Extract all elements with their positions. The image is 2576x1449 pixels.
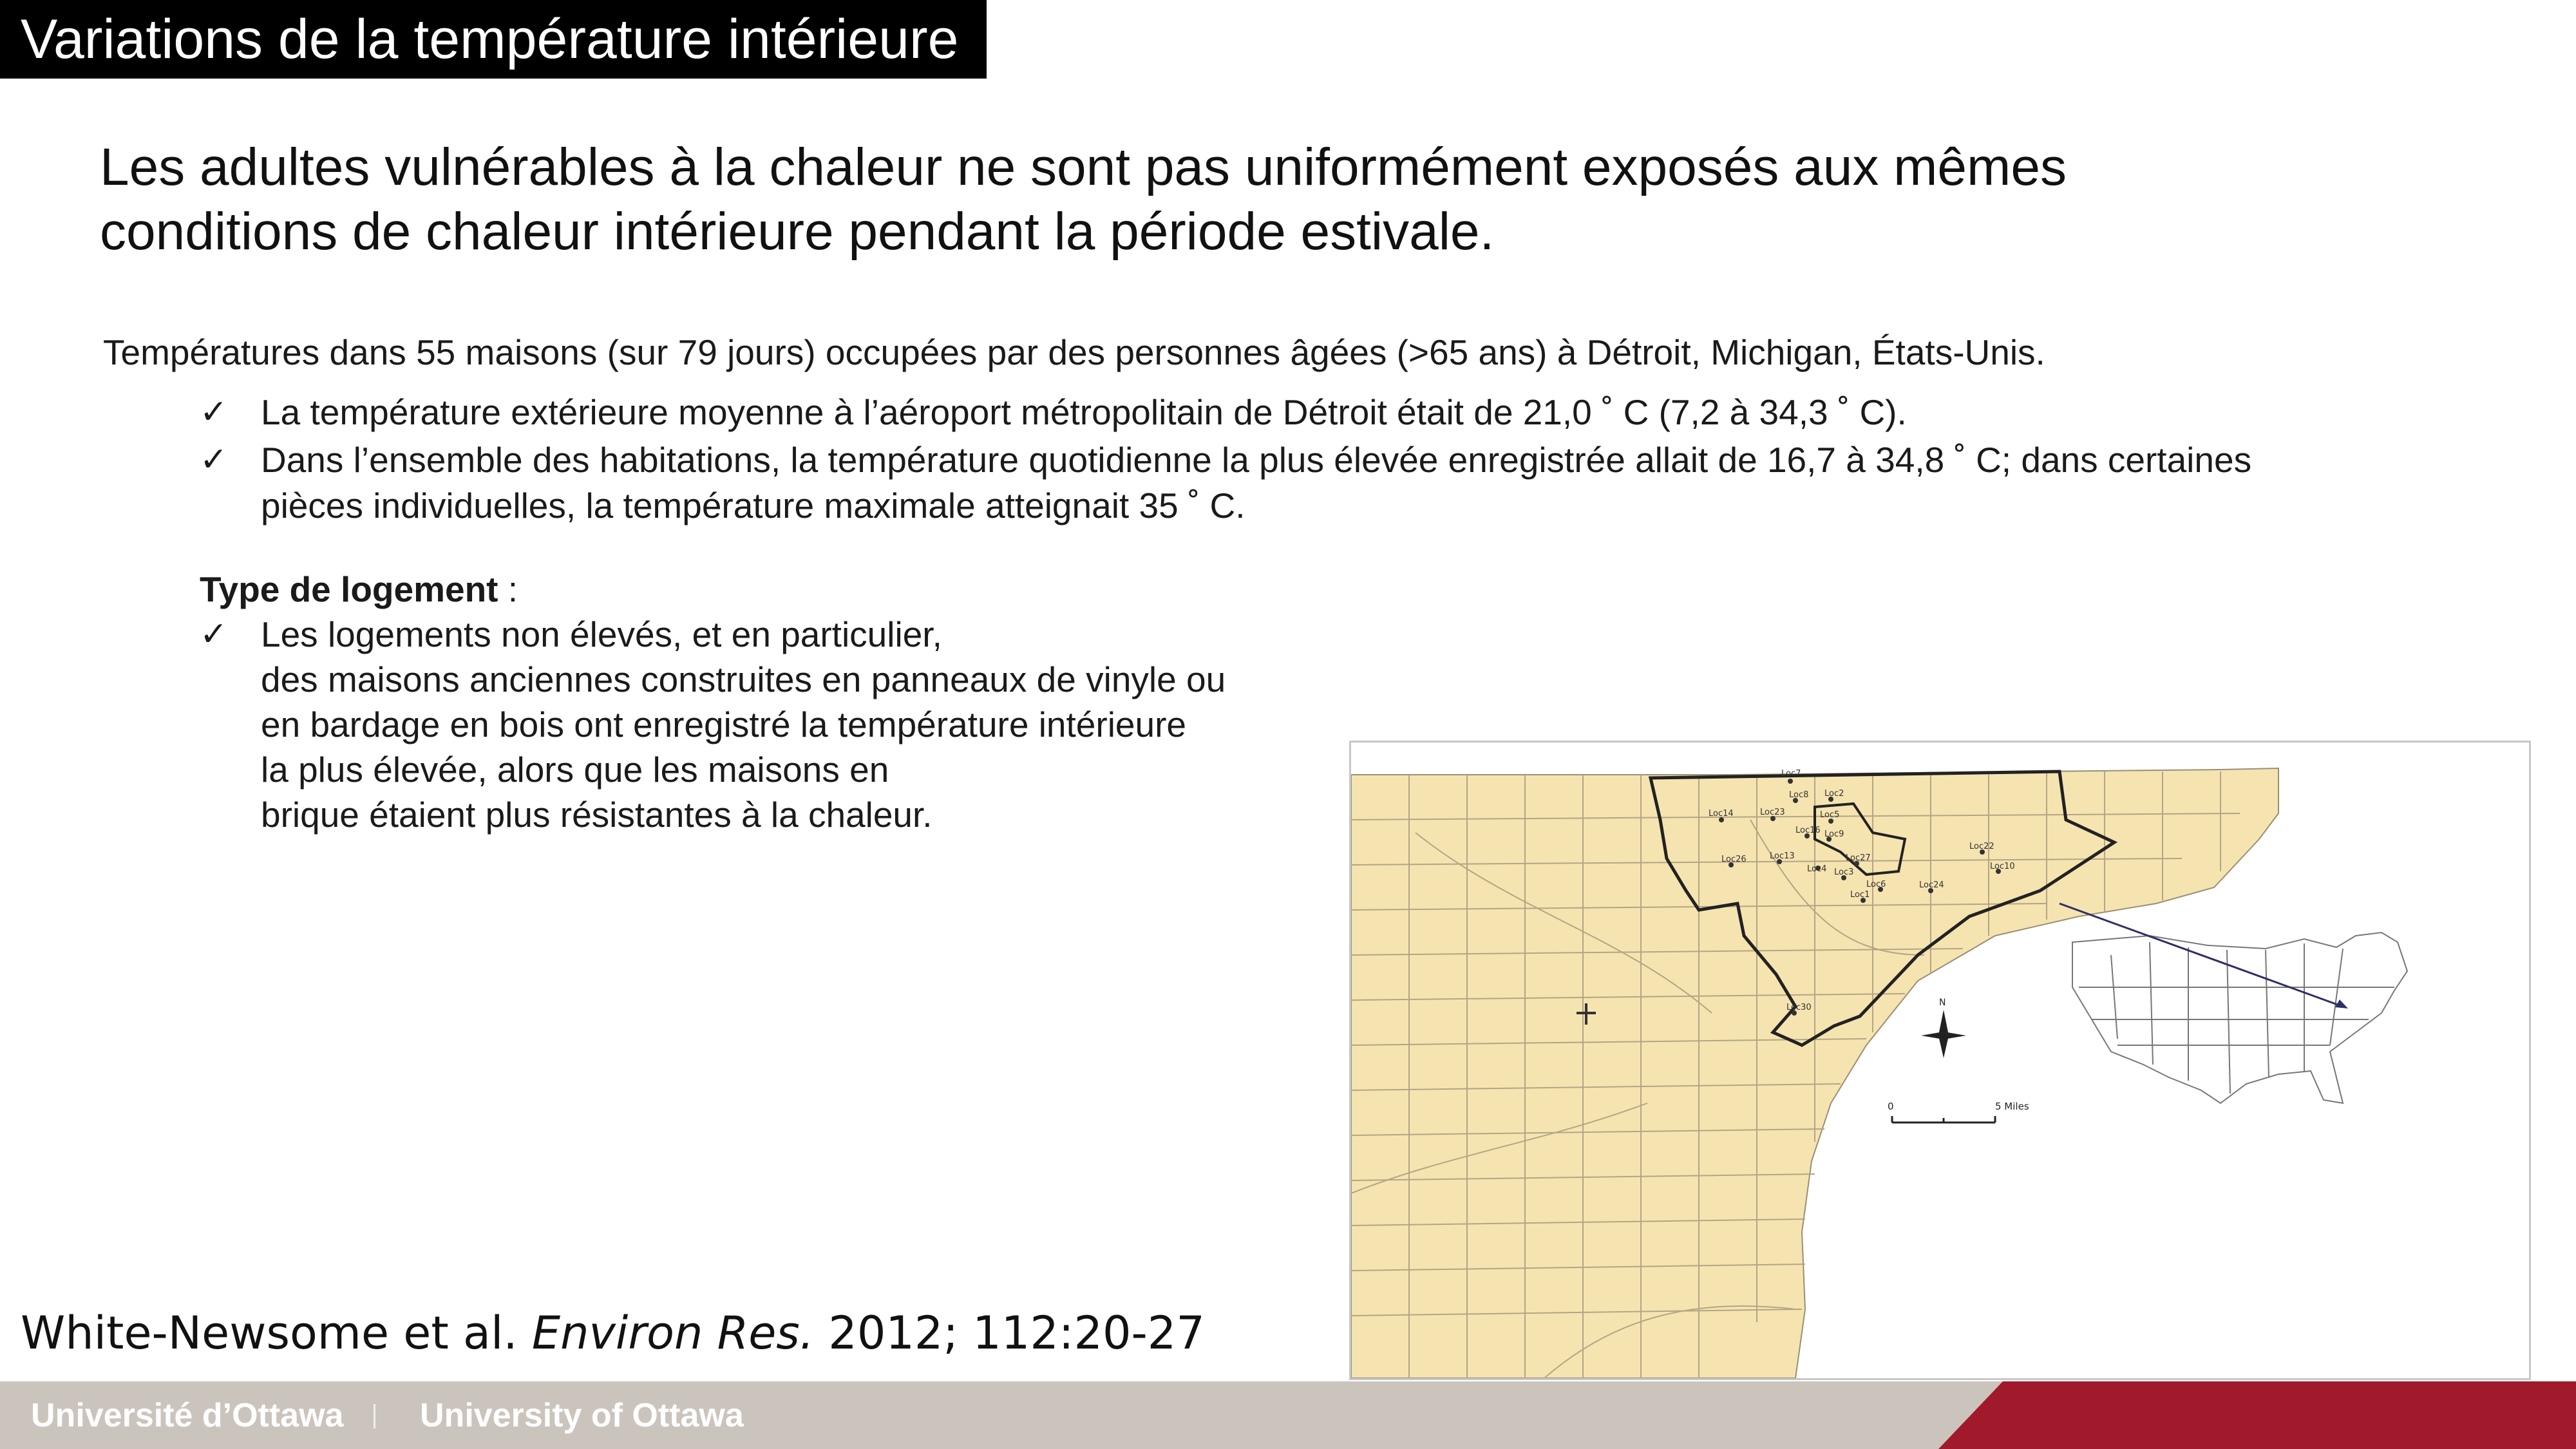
citation-details: 2012; 112:20-27 xyxy=(814,1307,1205,1359)
lead-line-1: Les adultes vulnérables à la chaleur ne sont pas uniformément exposés aux mêmes xyxy=(100,138,2067,196)
finding-indoor-temp xyxy=(200,437,2454,529)
checkmark-icon: ✓ xyxy=(200,440,228,479)
lead-line-2: conditions de chaleur intérieure pendant la période estivale. xyxy=(100,202,1495,261)
scale-end-label: 5 Miles xyxy=(1995,1101,2029,1112)
finding-text: La température extérieure moyenne à l’aéroport métropolitain de Détroit était de 21,0 ˚ C (7,2 à 34,3 ˚ C). xyxy=(261,392,1907,432)
housing-heading-label: Type de logement xyxy=(200,569,498,609)
detroit-map-figure xyxy=(1349,741,2531,1380)
detroit-map xyxy=(1351,743,2529,1378)
finding-outdoor-temp xyxy=(200,390,2454,435)
location-label: Loc14 xyxy=(1709,809,1734,819)
slide-title: Variations de la température intérieure xyxy=(0,0,987,79)
location-label: Loc6 xyxy=(1866,880,1886,889)
location-label: Loc30 xyxy=(1786,1003,1812,1012)
location-label: Loc4 xyxy=(1807,864,1827,874)
citation xyxy=(21,1304,1205,1362)
footer-university-en: University of Ottawa xyxy=(420,1397,744,1434)
housing-line: des maisons anciennes construites en panneaux de vinyle ou xyxy=(261,659,1226,699)
location-label: Loc24 xyxy=(1919,880,1944,890)
finding-text: Dans l’ensemble des habitations, la température quotidienne la plus élevée enregistrée allait de 16,7 à 34,8 ˚ C; dans certaines xyxy=(261,440,2252,480)
location-label: Loc3 xyxy=(1834,867,1854,877)
finding-text-cont: pièces individuelles, la température maximale atteignait 35 ˚ C. xyxy=(261,486,1245,526)
findings-list xyxy=(200,390,2454,531)
footer-accent xyxy=(1938,1381,2576,1449)
location-label: Loc9 xyxy=(1824,829,1844,839)
location-label: Loc1 xyxy=(1850,890,1870,900)
location-label: Loc16 xyxy=(1795,826,1821,835)
housing-heading-colon: : xyxy=(498,569,518,609)
location-label: Loc5 xyxy=(1820,810,1840,820)
location-label: Loc8 xyxy=(1789,790,1809,800)
checkmark-icon: ✓ xyxy=(200,393,228,431)
checkmark-icon: ✓ xyxy=(200,615,228,654)
location-label: Loc23 xyxy=(1760,808,1785,817)
location-label: Loc13 xyxy=(1770,851,1795,861)
footer-separator xyxy=(374,1404,375,1428)
scale-start-label: 0 xyxy=(1888,1101,1894,1112)
housing-line: Les logements non élevés, et en particulier, xyxy=(261,614,942,654)
citation-journal: Environ Res. xyxy=(531,1307,815,1359)
location-label: Loc27 xyxy=(1846,853,1871,863)
location-label: Loc22 xyxy=(1969,842,1994,851)
location-label: Loc10 xyxy=(1990,862,2015,871)
housing-list xyxy=(200,612,1359,837)
lead-statement xyxy=(100,135,2418,264)
housing-line: en bardage en bois ont enregistré la température intérieure xyxy=(261,705,1187,744)
housing-line: brique étaient plus résistantes à la chaleur. xyxy=(261,795,933,835)
footer-university-fr: Université d’Ottawa xyxy=(31,1397,344,1434)
north-label: N xyxy=(1939,998,1946,1008)
housing-heading xyxy=(200,567,518,612)
housing-line: la plus élevée, alors que les maisons en xyxy=(261,750,889,790)
citation-authors: White-Newsome et al. xyxy=(21,1307,532,1359)
us-inset-map xyxy=(2072,933,2407,1103)
location-label: Loc26 xyxy=(1721,855,1747,864)
housing-item xyxy=(200,612,1359,837)
location-label: Loc7 xyxy=(1781,769,1801,779)
north-arrow-icon xyxy=(1921,998,1966,1058)
location-label: Loc2 xyxy=(1824,789,1844,799)
study-context: Températures dans 55 maisons (sur 79 jours) occupées par des personnes âgées (>65 ans) à Détroit, Michigan, États-Unis. xyxy=(103,332,2045,372)
scale-bar xyxy=(1888,1101,2029,1122)
